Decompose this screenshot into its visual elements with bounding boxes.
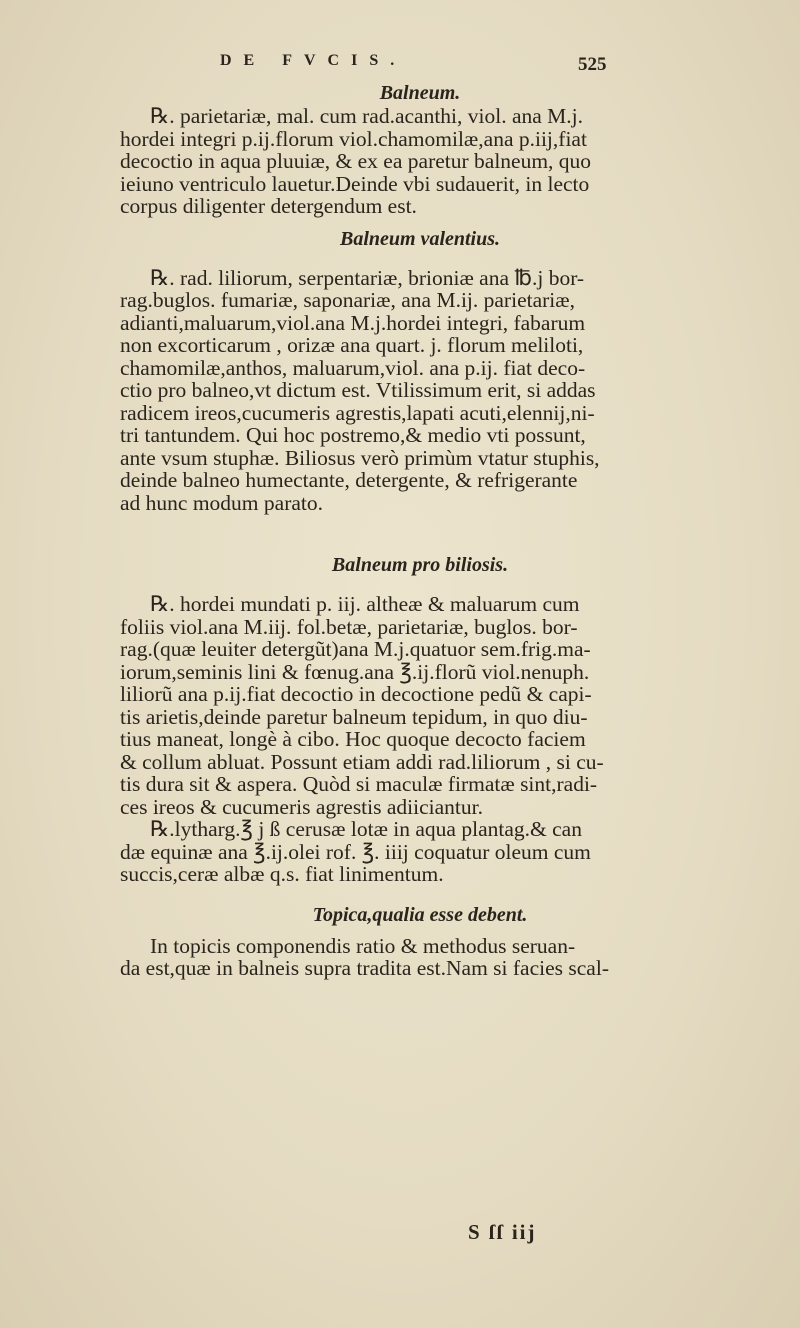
section-title: Balneum. (379, 82, 461, 104)
signature-mark: S ſſ iij (468, 1220, 537, 1244)
text-line: ante vsum stuphæ. Biliosus verò primùm vtatur stuphis, (120, 445, 600, 470)
text-line: rag.(quæ leuiter detergũt)ana M.j.quatuor sem.frig.ma- (120, 637, 591, 661)
section-title: Balneum valentius. (339, 227, 501, 250)
text-line: ℞. rad. liliorum, serpentariæ, brioniæ ana ℔.j bor- (150, 265, 585, 290)
text-line: adianti,maluarum,viol.ana M.j.hordei integri, fabarum (120, 310, 586, 335)
text-line: & collum abluat. Possunt etiam addi rad.liliorum , si cu- (120, 749, 604, 774)
text-line: ℞. parietariæ, mal. cum rad.acanthi, viol. ana M.j. (150, 104, 584, 128)
text-line: foliis viol.ana M.iij. fol.betæ, parietariæ, buglos. bor- (120, 614, 578, 639)
text-line: liliorũ ana p.ij.fiat decoctio in decoctione pedũ & capi- (120, 682, 592, 706)
text-line: tius maneat, longè à cibo. Hoc quoque decocto faciem (120, 727, 586, 751)
text-line: ctio pro balneo,vt dictum est. Vtilissimum erit, si addas (120, 378, 596, 402)
text-line: tis dura sit & aspera. Quòd si maculæ firmatæ sint,radi- (120, 772, 598, 796)
running-head: DE FVCIS. (220, 52, 407, 69)
text-line: tis arietis,deinde paretur balneum tepidum, in quo diu- (120, 704, 588, 729)
text-line: tri tantundem. Qui hoc postremo,& medio vti possunt, (120, 423, 586, 447)
page-body (120, 82, 720, 1267)
text-line: non excorticarum , orizæ ana quart. j. florum meliloti, (120, 333, 584, 357)
text-line: hordei integri p.ij.florum viol.chamomilæ,ana p.iij,fiat (120, 126, 587, 151)
text-line: dæ equinæ ana ℥.ij.olei rof. ℥. iiij coquatur oleum cum (120, 839, 591, 864)
text-line: corpus diligenter detergendum est. (120, 194, 417, 218)
text-line: iorum,seminis lini & fœnug.ana ℥.ij.florũ viol.nenuph. (120, 659, 590, 684)
page-header (0, 52, 800, 84)
section-title: Balneum pro biliosis. (331, 554, 509, 576)
text-line: ℞. hordei mundati p. iij. altheæ & maluarum cum (150, 592, 580, 616)
text-line: decoctio in aqua pluuiæ, & ex ea paretur balneum, quo (120, 149, 592, 173)
text-line: da est,quæ in balneis supra tradita est.Nam si facies scal- (120, 956, 609, 980)
text-line: rag.buglos. fumariæ, saponariæ, ana M.ij. parietariæ, (120, 288, 575, 312)
text-line: In topicis componendis ratio & methodus seruan- (150, 933, 576, 958)
section-title: Topica,qualia esse debent. (312, 903, 528, 926)
text-line: ad hunc modum parato. (120, 490, 324, 515)
text-line: ces ireos & cucumeris agrestis adiiciantur. (120, 794, 483, 819)
text-line: deinde balneo humectante, detergente, & refrigerante (120, 468, 578, 492)
text-line: radicem ireos,cucumeris agrestis,lapati acuti,elennij,ni- (120, 400, 595, 425)
text-line: ieiuno ventriculo lauetur.Deinde vbi sudauerit, in lecto (120, 171, 590, 196)
text-line: ℞.lytharg.℥ j ß cerusæ lotæ in aqua plantag.& can (150, 817, 582, 841)
text-line: chamomilæ,anthos, maluarum,viol. ana p.ij. fiat deco- (120, 355, 586, 380)
text-line: succis,ceræ albæ q.s. fiat linimentum. (120, 862, 444, 886)
page-number: 525 (578, 54, 607, 75)
